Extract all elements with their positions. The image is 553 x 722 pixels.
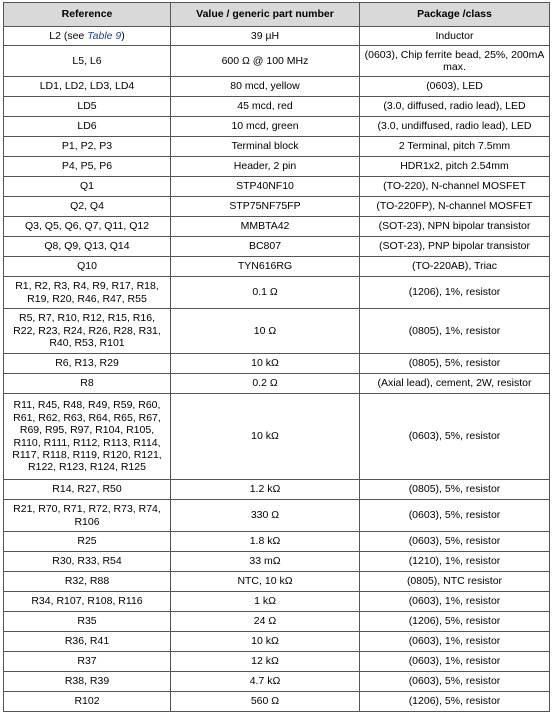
table-row xyxy=(4,592,550,612)
package-cell: (SOT-23), PNP bipolar transistor xyxy=(360,237,550,257)
package-cell: (0805), 1%, resistor xyxy=(360,309,550,354)
table-row xyxy=(4,612,550,632)
value-cell: 80 mcd, yellow xyxy=(171,77,360,97)
reference-cell: LD6 xyxy=(4,117,171,137)
table-row xyxy=(4,77,550,97)
package-cell: (SOT-23), NPN bipolar transistor xyxy=(360,217,550,237)
table-row xyxy=(4,572,550,592)
value-cell: 24 Ω xyxy=(171,612,360,632)
reference-cell: R6, R13, R29 xyxy=(4,354,171,374)
table-row xyxy=(4,257,550,277)
reference-cell: R8 xyxy=(4,374,171,394)
reference-cell: R35 xyxy=(4,612,171,632)
value-cell: 0.2 Ω xyxy=(171,374,360,394)
package-cell: (1206), 5%, resistor xyxy=(360,692,550,712)
reference-cell: R30, R33, R54 xyxy=(4,552,171,572)
table-row xyxy=(4,500,550,532)
value-cell: STP40NF10 xyxy=(171,177,360,197)
value-cell: Terminal block xyxy=(171,137,360,157)
reference-cell: R21, R70, R71, R72, R73, R74, R106 xyxy=(4,500,171,532)
package-cell: (Axial lead), cement, 2W, resistor xyxy=(360,374,550,394)
value-cell: 10 kΩ xyxy=(171,394,360,480)
header-package: Package /class xyxy=(360,3,550,27)
reference-cell: R14, R27, R50 xyxy=(4,480,171,500)
reference-cell: L5, L6 xyxy=(4,46,171,77)
table-row xyxy=(4,137,550,157)
value-cell: 45 mcd, red xyxy=(171,97,360,117)
table-row xyxy=(4,197,550,217)
reference-cell: R11, R45, R48, R49, R59, R60, R61, R62, R63, R64, R65, R67, R69, R95, R97, R104, R105, R110, R111, R112, R113, R114, R117, R118, R119, R120, R121, R122, R123, R124, R125 xyxy=(4,394,171,480)
table-row xyxy=(4,27,550,46)
value-cell: 1 kΩ xyxy=(171,592,360,612)
value-cell: 600 Ω @ 100 MHz xyxy=(171,46,360,77)
reference-cell: R1, R2, R3, R4, R9, R17, R18, R19, R20, R46, R47, R55 xyxy=(4,277,171,309)
value-cell: 0.1 Ω xyxy=(171,277,360,309)
value-cell: 10 kΩ xyxy=(171,632,360,652)
package-cell: (3.0, diffused, radio lead), LED xyxy=(360,97,550,117)
package-cell: (1206), 1%, resistor xyxy=(360,277,550,309)
package-cell: (0603), Chip ferrite bead, 25%, 200mA max. xyxy=(360,46,550,77)
value-cell: 33 mΩ xyxy=(171,552,360,572)
package-cell: (0805), 5%, resistor xyxy=(360,354,550,374)
reference-cell: R5, R7, R10, R12, R15, R16, R22, R23, R24, R26, R28, R31, R40, R53, R101 xyxy=(4,309,171,354)
table-row xyxy=(4,46,550,77)
reference-cell: R37 xyxy=(4,652,171,672)
table-row xyxy=(4,277,550,309)
table-9-link[interactable]: Table 9 xyxy=(87,29,122,42)
table-row xyxy=(4,157,550,177)
table-row xyxy=(4,480,550,500)
reference-cell: L2 (see Table 9) xyxy=(4,27,171,46)
table-row xyxy=(4,374,550,394)
table-row xyxy=(4,652,550,672)
reference-cell: P4, P5, P6 xyxy=(4,157,171,177)
reference-cell: Q1 xyxy=(4,177,171,197)
reference-cell: LD1, LD2, LD3, LD4 xyxy=(4,77,171,97)
package-cell: (0603), 5%, resistor xyxy=(360,500,550,532)
reference-cell: Q2, Q4 xyxy=(4,197,171,217)
value-cell: 1.8 kΩ xyxy=(171,532,360,552)
bill-of-materials-table xyxy=(3,2,550,712)
value-cell: 10 mcd, green xyxy=(171,117,360,137)
table-row xyxy=(4,177,550,197)
value-cell: 39 µH xyxy=(171,27,360,46)
value-cell: 330 Ω xyxy=(171,500,360,532)
value-cell: 4.7 kΩ xyxy=(171,672,360,692)
reference-cell: Q8, Q9, Q13, Q14 xyxy=(4,237,171,257)
package-cell: (0603), 5%, resistor xyxy=(360,532,550,552)
value-cell: 10 Ω xyxy=(171,309,360,354)
value-cell: 1.2 kΩ xyxy=(171,480,360,500)
value-cell: BC807 xyxy=(171,237,360,257)
value-cell: 10 kΩ xyxy=(171,354,360,374)
table-row xyxy=(4,532,550,552)
reference-cell: Q10 xyxy=(4,257,171,277)
table-row xyxy=(4,394,550,480)
reference-cell: R32, R88 xyxy=(4,572,171,592)
package-cell: (0603), 1%, resistor xyxy=(360,592,550,612)
package-cell: (1210), 1%, resistor xyxy=(360,552,550,572)
package-cell: (TO-220FP), N-channel MOSFET xyxy=(360,197,550,217)
reference-cell: R102 xyxy=(4,692,171,712)
header-reference: Reference xyxy=(4,3,171,27)
value-cell: 560 Ω xyxy=(171,692,360,712)
reference-cell: Q3, Q5, Q6, Q7, Q11, Q12 xyxy=(4,217,171,237)
package-cell: (0603), 1%, resistor xyxy=(360,652,550,672)
value-cell: MMBTA42 xyxy=(171,217,360,237)
table-header-row xyxy=(4,3,550,27)
package-cell: (TO-220), N-channel MOSFET xyxy=(360,177,550,197)
package-cell: (1206), 5%, resistor xyxy=(360,612,550,632)
table-row xyxy=(4,117,550,137)
table-row xyxy=(4,217,550,237)
package-cell: (0603), 5%, resistor xyxy=(360,672,550,692)
table-row xyxy=(4,97,550,117)
header-value: Value / generic part number xyxy=(171,3,360,27)
reference-cell: R34, R107, R108, R116 xyxy=(4,592,171,612)
value-cell: 12 kΩ xyxy=(171,652,360,672)
reference-cell: LD5 xyxy=(4,97,171,117)
package-cell: (3.0, undiffused, radio lead), LED xyxy=(360,117,550,137)
table-row xyxy=(4,552,550,572)
table-row xyxy=(4,237,550,257)
table-row xyxy=(4,354,550,374)
value-cell: Header, 2 pin xyxy=(171,157,360,177)
package-cell: (0805), 5%, resistor xyxy=(360,480,550,500)
reference-cell: R38, R39 xyxy=(4,672,171,692)
table-row xyxy=(4,692,550,712)
package-cell: (0603), 5%, resistor xyxy=(360,394,550,480)
package-cell: (0805), NTC resistor xyxy=(360,572,550,592)
value-cell: TYN616RG xyxy=(171,257,360,277)
reference-cell: P1, P2, P3 xyxy=(4,137,171,157)
table-row xyxy=(4,632,550,652)
package-cell: (TO-220AB), Triac xyxy=(360,257,550,277)
package-cell: Inductor xyxy=(360,27,550,46)
table-row xyxy=(4,672,550,692)
value-cell: NTC, 10 kΩ xyxy=(171,572,360,592)
package-cell: (0603), LED xyxy=(360,77,550,97)
table-row xyxy=(4,309,550,354)
reference-cell: R36, R41 xyxy=(4,632,171,652)
package-cell: (0603), 1%, resistor xyxy=(360,632,550,652)
reference-cell: R25 xyxy=(4,532,171,552)
package-cell: 2 Terminal, pitch 7.5mm xyxy=(360,137,550,157)
package-cell: HDR1x2, pitch 2.54mm xyxy=(360,157,550,177)
value-cell: STP75NF75FP xyxy=(171,197,360,217)
